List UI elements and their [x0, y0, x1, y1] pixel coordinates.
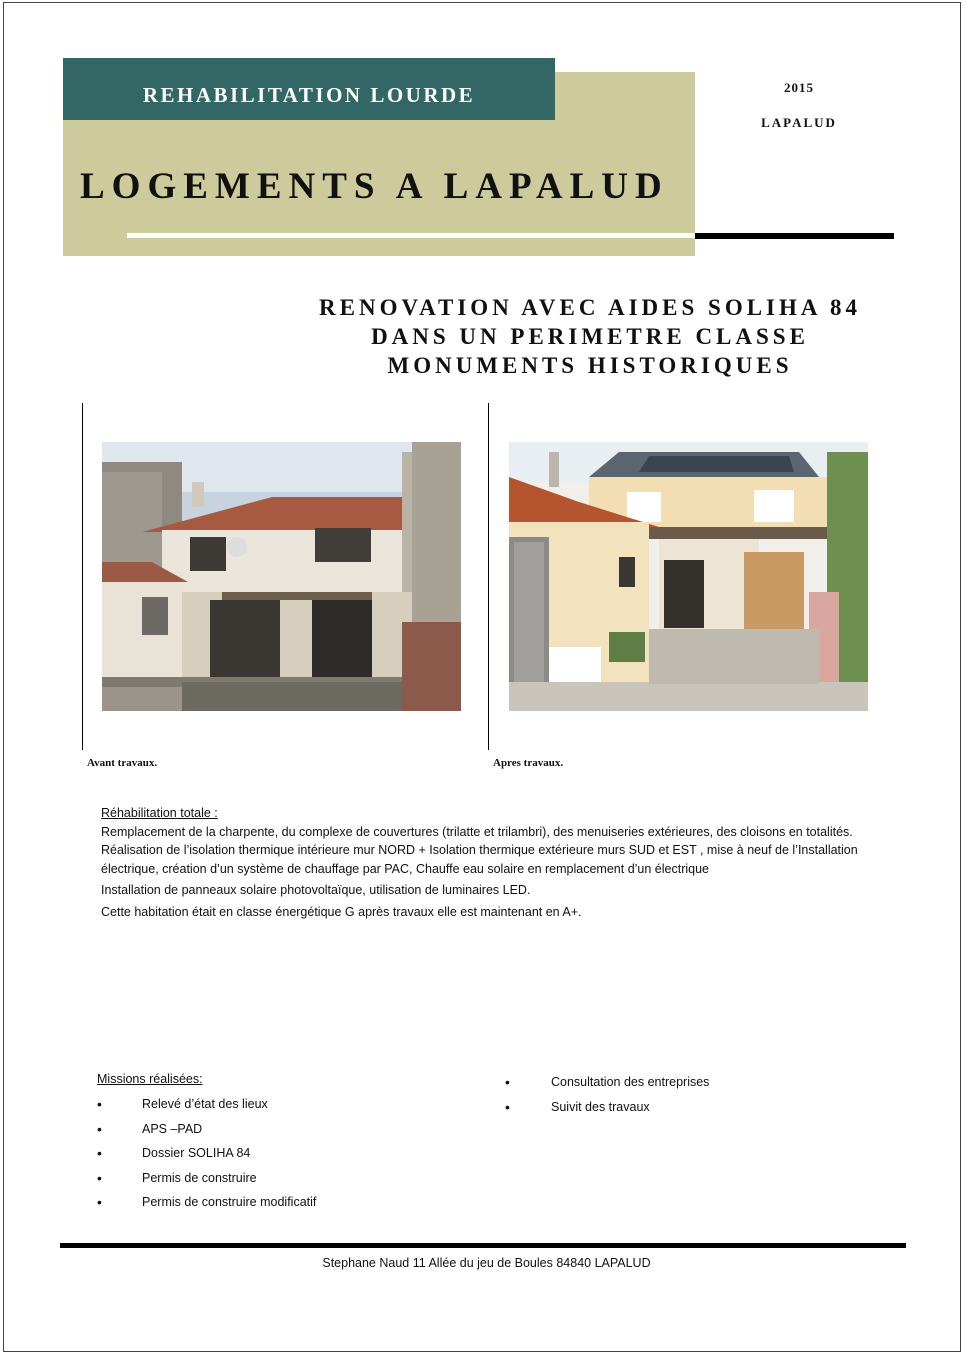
description-paragraph: Remplacement de la charpente, du complexe de couvertures (trilatte et trilambri), des menuiseries extérieures, des cloisons en totalités. — [101, 824, 853, 839]
bullet-icon: • — [505, 1098, 510, 1115]
missions-heading: Missions réalisées: — [97, 1072, 203, 1086]
bullet-icon: • — [97, 1120, 102, 1137]
mission-label: Suivit des travaux — [551, 1099, 650, 1114]
bullet-icon: • — [97, 1194, 102, 1210]
bullet-icon: • — [97, 1096, 102, 1112]
description-paragraph: Réalisation de l’isolation thermique intérieure mur NORD + Isolation thermique extérieure murs SUD et EST , mise à neuf de l’Installation électrique, création d’un système de chauffage par PAC, Chauffe eau solaire en remplacement d’un électrique — [101, 843, 858, 876]
before-frame-line — [82, 403, 83, 750]
title-underline — [127, 233, 695, 238]
after-frame-line — [488, 403, 489, 750]
page-title: LOGEMENTS A LAPALUD — [80, 166, 669, 207]
list-item — [97, 1095, 457, 1120]
footer-divider — [60, 1243, 906, 1248]
mission-label: APS –PAD — [142, 1121, 203, 1136]
subtitle — [290, 293, 890, 380]
after-works-photo — [509, 442, 868, 711]
missions-list-left — [97, 1095, 457, 1218]
mission-label: Relevé d’état des lieux — [142, 1097, 268, 1111]
list-item — [97, 1120, 457, 1145]
bullet-icon: • — [97, 1145, 102, 1161]
list-item — [97, 1169, 457, 1194]
mission-label: Consultation des entreprises — [551, 1075, 710, 1089]
bullet-icon: • — [97, 1169, 102, 1186]
description — [101, 804, 881, 921]
category-label: REHABILITATION LOURDE — [142, 83, 476, 107]
subtitle-line-1: RENOVATION AVEC AIDES SOLIHA 84 — [319, 295, 861, 320]
mission-label: Dossier SOLIHA 84 — [142, 1146, 251, 1160]
header-divider — [695, 233, 894, 239]
project-location: LAPALUD — [761, 115, 837, 130]
list-item — [97, 1144, 457, 1169]
project-year: 2015 — [784, 80, 814, 95]
description-heading: Réhabilitation totale : — [101, 806, 218, 820]
list-item — [97, 1193, 457, 1218]
bullet-icon: • — [505, 1074, 510, 1090]
list-item — [505, 1098, 885, 1123]
missions-list-right — [505, 1073, 885, 1122]
list-item — [505, 1073, 885, 1098]
description-paragraph: Cette habitation était en classe énergétique G après travaux elle est maintenant en A+. — [101, 904, 582, 919]
mission-label: Permis de construire modificatif — [142, 1195, 317, 1209]
subtitle-line-2: DANS UN PERIMETRE CLASSE — [371, 324, 809, 349]
before-caption: Avant travaux. — [87, 757, 158, 769]
footer-address: Stephane Naud 11 Allée du jeu de Boules 84840 LAPALUD — [322, 1256, 651, 1270]
description-paragraph: Installation de panneaux solaire photovoltaïque, utilisation de luminaires LED. — [101, 883, 531, 897]
subtitle-line-3: MONUMENTS HISTORIQUES — [387, 353, 793, 378]
before-works-photo — [102, 442, 461, 711]
mission-label: Permis de construire — [142, 1170, 257, 1185]
after-caption: Apres travaux. — [493, 757, 564, 769]
